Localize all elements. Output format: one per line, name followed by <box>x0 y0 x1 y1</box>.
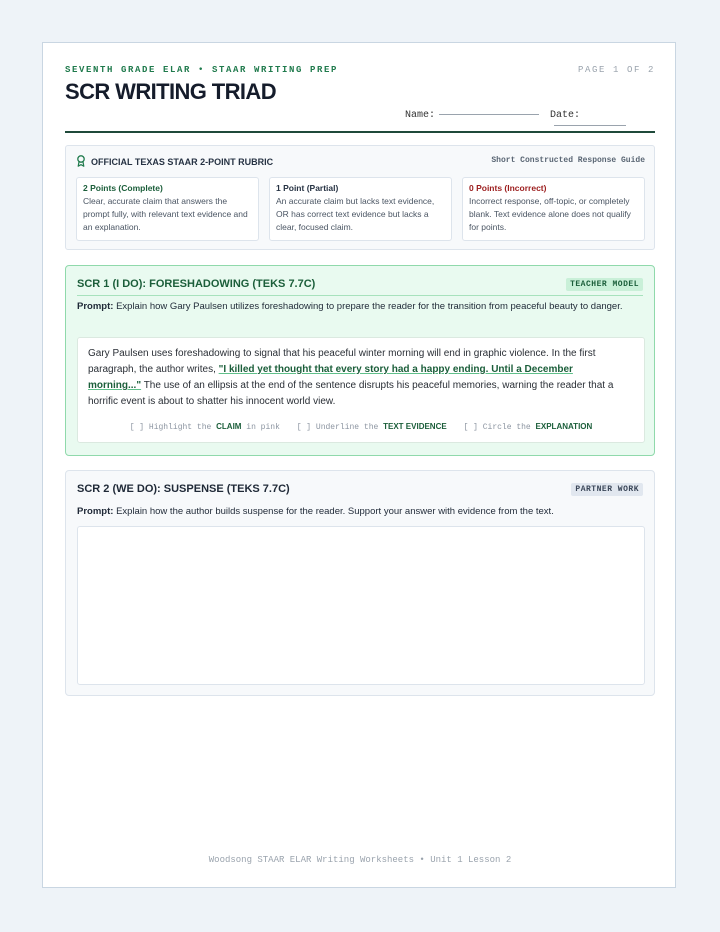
scr1-title: SCR 1 (I DO): FORESHADOWING (TEKS 7.7C) <box>77 278 316 290</box>
rubric-level-title: 0 Points (Incorrect) <box>469 183 547 193</box>
checklist-item-evidence[interactable] <box>297 423 452 432</box>
partner-work-badge: PARTNER WORK <box>571 483 643 496</box>
teacher-model-badge: TEACHER MODEL <box>566 278 643 291</box>
scr1-prompt <box>77 299 637 314</box>
rubric-heading-text: OFFICIAL TEXAS STAAR 2-POINT RUBRIC <box>91 157 274 167</box>
checklist-keyword: EXPLANATION <box>535 422 593 431</box>
date-line[interactable] <box>554 124 626 126</box>
answer-quote: "I killed yet thought that every story had a happy ending. Until a December morning..." <box>88 364 573 391</box>
name-line[interactable] <box>439 113 539 115</box>
rubric-panel <box>65 145 655 250</box>
header-divider <box>65 131 655 133</box>
model-answer-box <box>77 337 645 443</box>
scr1-divider <box>77 295 643 296</box>
award-ribbon-icon <box>76 155 86 169</box>
checklist-prefix: [ ] Highlight the <box>129 423 212 432</box>
worksheet-page <box>42 42 676 888</box>
rubric-heading <box>76 155 273 169</box>
checklist-prefix: [ ] Underline the <box>296 423 379 432</box>
page-title: SCR WRITING TRIAD <box>65 79 277 104</box>
answer-claim: Gary Paulsen uses foreshadowing to signal that his peaceful winter morning will end in graphic violence. In the first paragraph, the author writes, <box>88 348 596 375</box>
checklist-suffix: in pink <box>246 423 280 432</box>
model-answer-text <box>88 346 628 410</box>
name-label: Name: <box>405 110 436 121</box>
scr1-section <box>65 265 655 456</box>
scr2-prompt <box>77 504 637 519</box>
annotation-checklist <box>78 422 644 432</box>
rubric-level-1 <box>269 177 452 241</box>
checklist-keyword: TEXT EVIDENCE <box>383 422 447 431</box>
rubric-level-desc: Clear, accurate claim that answers the prompt fully, with relevant text evidence and an explanation. <box>83 196 248 232</box>
checklist-keyword: CLAIM <box>216 422 242 431</box>
scr2-section <box>65 470 655 696</box>
answer-explanation: The use of an ellipsis at the end of the sentence disrupts his peaceful memories, warning the reader that a horrific event is about to shatter his innocent world view. <box>88 380 614 407</box>
prompt-text: Explain how Gary Paulsen utilizes foreshadowing to prepare the reader for the transition from peaceful beauty to danger. <box>116 301 623 312</box>
date-label: Date: <box>550 110 581 121</box>
prompt-label: Prompt: <box>77 506 114 517</box>
rubric-level-desc: Incorrect response, off-topic, or completely blank. Text evidence alone does not qualify for points. <box>469 196 631 232</box>
checklist-prefix: [ ] Circle the <box>463 423 531 432</box>
scr2-title: SCR 2 (WE DO): SUSPENSE (TEKS 7.7C) <box>77 483 290 495</box>
prompt-label: Prompt: <box>77 301 114 312</box>
rubric-guide-label: Short Constructed Response Guide <box>491 156 645 165</box>
page-number: PAGE 1 OF 2 <box>577 65 655 75</box>
rubric-level-0 <box>462 177 645 241</box>
course-kicker: SEVENTH GRADE ELAR • STAAR WRITING PREP <box>65 65 339 75</box>
rubric-level-title: 1 Point (Partial) <box>276 183 339 193</box>
checklist-item-claim[interactable] <box>130 423 285 432</box>
page-footer: Woodsong STAAR ELAR Writing Worksheets • Unit 1 Lesson 2 <box>208 855 512 865</box>
date-field[interactable] <box>550 110 655 132</box>
response-box[interactable] <box>77 526 645 685</box>
name-field[interactable] <box>405 110 539 121</box>
rubric-level-title: 2 Points (Complete) <box>83 183 163 193</box>
rubric-level-desc: An accurate claim but lacks text evidence, OR has correct text evidence but lacks a clear, focused claim. <box>276 196 435 232</box>
prompt-text: Explain how the author builds suspense for the reader. Support your answer with evidence from the text. <box>116 506 554 517</box>
rubric-level-2 <box>76 177 259 241</box>
checklist-item-explanation[interactable] <box>464 423 593 432</box>
